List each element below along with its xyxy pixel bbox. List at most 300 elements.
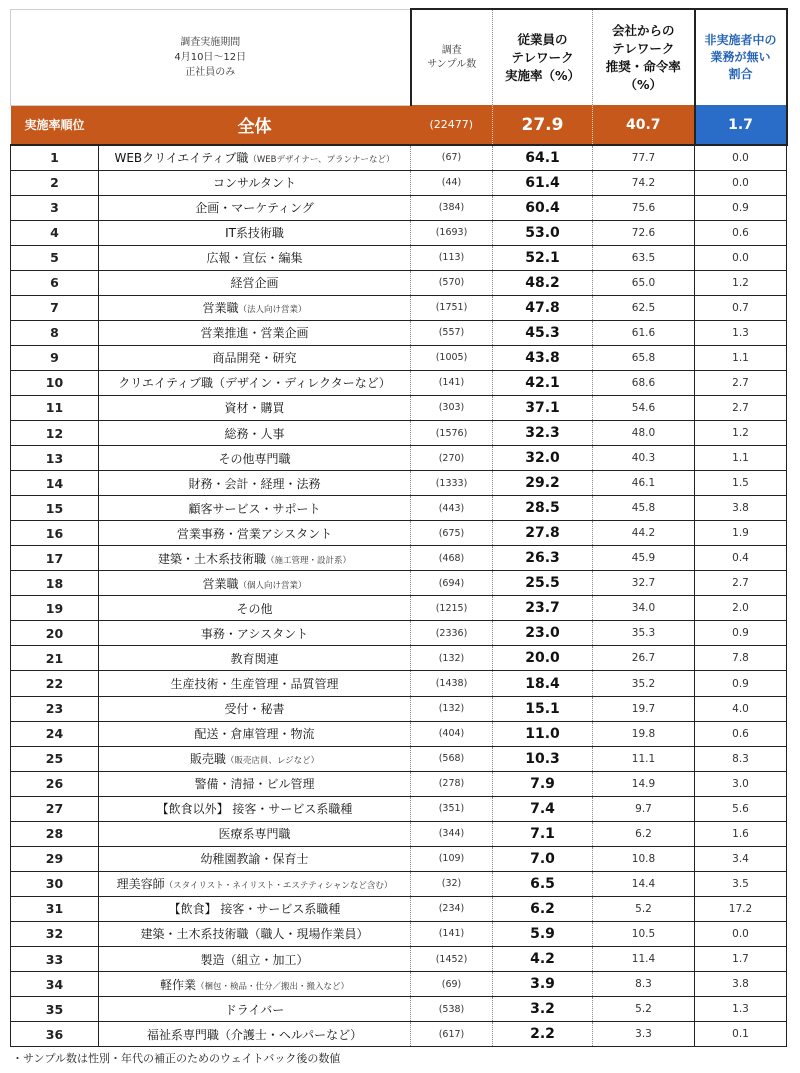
table-row	[11, 270, 787, 295]
rank-cell: 20	[11, 621, 99, 646]
company-recommend-cell: 5.2	[593, 896, 695, 921]
sample-cell: (568)	[411, 746, 493, 771]
sample-cell: (67)	[411, 145, 493, 170]
job-name: 営業事務・営業アシスタント	[176, 526, 333, 541]
rank-cell: 22	[11, 671, 99, 696]
sample-cell: (351)	[411, 796, 493, 821]
job-cell	[99, 621, 411, 646]
rank-cell: 32	[11, 921, 99, 946]
telework-rate-cell: 7.1	[493, 821, 593, 846]
no-work-ratio-header	[695, 9, 787, 105]
job-name: その他	[236, 601, 273, 616]
job-name: 【飲食以外】 接客・サービス系職種	[156, 802, 353, 817]
no-work-ratio-cell: 2.7	[695, 370, 787, 395]
telework-rate-cell: 23.0	[493, 621, 593, 646]
company-recommend-cell: 54.6	[593, 395, 695, 420]
table-row	[11, 295, 787, 320]
job-name: 営業推進・営業企画	[200, 326, 309, 341]
telework-rate-cell: 60.4	[493, 195, 593, 220]
company-recommend-cell: 14.9	[593, 771, 695, 796]
telework-rate-cell: 52.1	[493, 245, 593, 270]
table-row	[11, 546, 787, 571]
company-recommend-cell: 8.3	[593, 972, 695, 997]
table-row	[11, 245, 787, 270]
job-name: 建築・土木系技術職	[157, 551, 266, 566]
sample-cell: (694)	[411, 571, 493, 596]
job-name: クリエイティブ職（デザイン・ディレクターなど）	[118, 376, 391, 391]
job-cell	[99, 546, 411, 571]
telework-rate-cell: 6.2	[493, 896, 593, 921]
telework-rate-cell: 32.3	[493, 421, 593, 446]
sample-cell: (384)	[411, 195, 493, 220]
sample-cell: (270)	[411, 446, 493, 471]
job-cell	[99, 395, 411, 420]
company-recommend-cell: 44.2	[593, 521, 695, 546]
telework-rate-cell: 47.8	[493, 295, 593, 320]
rank-cell: 12	[11, 421, 99, 446]
table-row	[11, 446, 787, 471]
rank-cell: 23	[11, 696, 99, 721]
none-line-2: 業務が無い	[710, 50, 771, 64]
sample-cell: (109)	[411, 846, 493, 871]
job-cell	[99, 571, 411, 596]
table-row	[11, 571, 787, 596]
period-line-2: 4月10日～12日	[174, 51, 247, 63]
total-job-label: 全体	[99, 105, 411, 145]
rate-line-2: テレワーク	[511, 49, 574, 65]
sample-cell: (1751)	[411, 295, 493, 320]
rank-cell: 2	[11, 170, 99, 195]
table-row	[11, 721, 787, 746]
telework-rate-header	[493, 9, 593, 105]
none-line-3: 割合	[728, 67, 753, 81]
sample-cell: (538)	[411, 997, 493, 1022]
job-name: 福祉系専門職（介護士・ヘルパーなど）	[146, 1027, 363, 1042]
no-work-ratio-cell: 1.5	[695, 471, 787, 496]
job-name: 顧客サービス・サポート	[188, 501, 321, 516]
company-recommend-cell: 77.7	[593, 145, 695, 170]
telework-rate-cell: 64.1	[493, 145, 593, 170]
job-name: ドライバー	[224, 1002, 285, 1017]
sample-cell: (1576)	[411, 421, 493, 446]
total-corp: 40.7	[593, 105, 695, 145]
company-recommend-cell: 19.8	[593, 721, 695, 746]
sample-cell: (113)	[411, 245, 493, 270]
table-row	[11, 646, 787, 671]
company-recommend-cell: 3.3	[593, 1022, 695, 1047]
job-cell	[99, 972, 411, 997]
job-name: 商品開発・研究	[212, 351, 297, 366]
sample-cell: (443)	[411, 496, 493, 521]
rank-cell: 4	[11, 220, 99, 245]
job-cell	[99, 821, 411, 846]
rank-cell: 28	[11, 821, 99, 846]
telework-rate-cell: 7.0	[493, 846, 593, 871]
no-work-ratio-cell: 8.3	[695, 746, 787, 771]
company-recommend-cell: 35.3	[593, 621, 695, 646]
telework-rate-cell: 61.4	[493, 170, 593, 195]
table-row	[11, 195, 787, 220]
no-work-ratio-cell: 0.9	[695, 621, 787, 646]
survey-period-header	[11, 9, 411, 105]
total-rate: 27.9	[493, 105, 593, 145]
rank-cell: 11	[11, 395, 99, 420]
table-row	[11, 846, 787, 871]
sample-cell: (570)	[411, 270, 493, 295]
company-recommend-cell: 11.4	[593, 947, 695, 972]
telework-rate-cell: 10.3	[493, 746, 593, 771]
company-recommend-cell: 32.7	[593, 571, 695, 596]
table-row	[11, 370, 787, 395]
sample-cell: (303)	[411, 395, 493, 420]
no-work-ratio-cell: 0.6	[695, 721, 787, 746]
job-cell	[99, 145, 411, 170]
job-name: 軽作業	[159, 977, 196, 992]
table-body	[11, 145, 787, 1047]
telework-rate-cell: 6.5	[493, 871, 593, 896]
rank-cell: 10	[11, 370, 99, 395]
table-row	[11, 471, 787, 496]
telework-rate-cell: 26.3	[493, 546, 593, 571]
sample-cell: (557)	[411, 320, 493, 345]
no-work-ratio-cell: 3.8	[695, 496, 787, 521]
sample-count-header	[411, 9, 493, 105]
no-work-ratio-cell: 0.7	[695, 295, 787, 320]
sample-cell: (141)	[411, 370, 493, 395]
rank-cell: 26	[11, 771, 99, 796]
telework-rate-cell: 43.8	[493, 345, 593, 370]
table-row	[11, 345, 787, 370]
rank-cell: 33	[11, 947, 99, 972]
company-recommend-cell: 40.3	[593, 446, 695, 471]
company-recommend-cell: 14.4	[593, 871, 695, 896]
no-work-ratio-cell: 1.3	[695, 320, 787, 345]
job-cell	[99, 1022, 411, 1047]
rank-cell: 29	[11, 846, 99, 871]
company-recommend-cell: 75.6	[593, 195, 695, 220]
job-name: 幼稚園教諭・保育士	[200, 852, 309, 867]
job-cell	[99, 471, 411, 496]
corp-line-3: 推奨・命令率	[605, 58, 681, 74]
company-recommend-cell: 65.8	[593, 345, 695, 370]
company-recommend-cell: 72.6	[593, 220, 695, 245]
job-name: 資材・購買	[224, 401, 285, 416]
telework-rate-cell: 23.7	[493, 596, 593, 621]
rank-cell: 5	[11, 245, 99, 270]
sample-cell: (132)	[411, 646, 493, 671]
job-name: 経営企画	[230, 276, 279, 291]
total-row	[11, 105, 787, 145]
company-recommend-cell: 10.5	[593, 921, 695, 946]
job-name: 理美容師	[116, 877, 165, 892]
sample-cell: (2336)	[411, 621, 493, 646]
rank-cell: 27	[11, 796, 99, 821]
sample-cell: (1333)	[411, 471, 493, 496]
no-work-ratio-cell: 1.7	[695, 947, 787, 972]
company-recommend-cell: 45.8	[593, 496, 695, 521]
table-row	[11, 771, 787, 796]
table-row	[11, 871, 787, 896]
table-row	[11, 796, 787, 821]
telework-rate-cell: 3.2	[493, 997, 593, 1022]
job-cell	[99, 596, 411, 621]
job-name: 企画・マーケティング	[195, 201, 314, 216]
job-note: （販売店員、レジなど）	[225, 756, 320, 767]
job-cell	[99, 270, 411, 295]
job-cell	[99, 696, 411, 721]
telework-rate-cell: 45.3	[493, 320, 593, 345]
job-name: 医療系専門職	[218, 827, 291, 842]
rate-line-3: 実施率（%）	[504, 67, 581, 83]
period-line-1: 調査実施期間	[180, 36, 241, 48]
company-recommend-cell: 34.0	[593, 596, 695, 621]
table-row	[11, 746, 787, 771]
rank-cell: 21	[11, 646, 99, 671]
table-row	[11, 896, 787, 921]
no-work-ratio-cell: 3.4	[695, 846, 787, 871]
job-note: （梱包・検品・仕分／搬出・搬入など）	[196, 981, 350, 992]
job-name: コンサルタント	[213, 176, 296, 191]
rank-cell: 1	[11, 145, 99, 170]
company-recommend-cell: 74.2	[593, 170, 695, 195]
sample-cell: (1005)	[411, 345, 493, 370]
sample-cell: (1452)	[411, 947, 493, 972]
telework-rate-cell: 42.1	[493, 370, 593, 395]
job-cell	[99, 997, 411, 1022]
telework-rate-cell: 5.9	[493, 921, 593, 946]
no-work-ratio-cell: 3.5	[695, 871, 787, 896]
company-recommend-cell: 61.6	[593, 320, 695, 345]
no-work-ratio-cell: 0.0	[695, 245, 787, 270]
samp-line-2: サンプル数	[427, 58, 477, 70]
sample-cell: (44)	[411, 170, 493, 195]
job-cell	[99, 446, 411, 471]
sample-cell: (468)	[411, 546, 493, 571]
telework-rate-cell: 3.9	[493, 972, 593, 997]
rank-cell: 13	[11, 446, 99, 471]
sample-cell: (344)	[411, 821, 493, 846]
job-cell	[99, 370, 411, 395]
telework-rate-cell: 4.2	[493, 947, 593, 972]
rank-cell: 19	[11, 596, 99, 621]
table-row	[11, 145, 787, 170]
corp-line-2: テレワーク	[612, 40, 675, 56]
job-cell	[99, 896, 411, 921]
rank-cell: 30	[11, 871, 99, 896]
no-work-ratio-cell: 1.2	[695, 421, 787, 446]
rank-cell: 7	[11, 295, 99, 320]
no-work-ratio-cell: 1.6	[695, 821, 787, 846]
job-name: 広報・宣伝・編集	[206, 251, 303, 266]
job-name: その他専門職	[218, 451, 291, 466]
rank-cell: 31	[11, 896, 99, 921]
header-row	[11, 9, 787, 105]
job-name: 販売職	[189, 752, 226, 767]
telework-rate-cell: 25.5	[493, 571, 593, 596]
job-cell	[99, 721, 411, 746]
sample-cell: (617)	[411, 1022, 493, 1047]
table-row	[11, 696, 787, 721]
job-cell	[99, 771, 411, 796]
job-cell	[99, 671, 411, 696]
job-name: 建築・土木系技術職（職人・現場作業員）	[140, 927, 369, 942]
job-cell	[99, 947, 411, 972]
rank-cell: 17	[11, 546, 99, 571]
job-name: 財務・会計・経理・法務	[188, 476, 321, 491]
rank-cell: 14	[11, 471, 99, 496]
company-recommend-cell: 46.1	[593, 471, 695, 496]
footnote: ・サンプル数は性別・年代の補正のためのウェイトバック後の数値	[12, 1052, 341, 1065]
job-name: 総務・人事	[224, 426, 285, 441]
table-row	[11, 496, 787, 521]
company-recommend-header	[593, 9, 695, 105]
telework-rate-cell: 29.2	[493, 471, 593, 496]
job-name: 営業職	[202, 301, 239, 316]
job-name: 事務・アシスタント	[200, 626, 309, 641]
job-name: 配送・倉庫管理・物流	[194, 727, 315, 742]
rank-cell: 36	[11, 1022, 99, 1047]
job-cell	[99, 295, 411, 320]
corp-line-1: 会社からの	[611, 22, 675, 38]
sample-cell: (404)	[411, 721, 493, 746]
rank-cell: 8	[11, 320, 99, 345]
no-work-ratio-cell: 7.8	[695, 646, 787, 671]
job-cell	[99, 646, 411, 671]
company-recommend-cell: 9.7	[593, 796, 695, 821]
job-cell	[99, 521, 411, 546]
job-cell	[99, 921, 411, 946]
job-cell	[99, 245, 411, 270]
none-line-1: 非実施者中の	[704, 33, 777, 47]
no-work-ratio-cell: 4.0	[695, 696, 787, 721]
company-recommend-cell: 35.2	[593, 671, 695, 696]
table-row	[11, 320, 787, 345]
table-row	[11, 170, 787, 195]
company-recommend-cell: 45.9	[593, 546, 695, 571]
company-recommend-cell: 63.5	[593, 245, 695, 270]
no-work-ratio-cell: 2.7	[695, 571, 787, 596]
no-work-ratio-cell: 1.9	[695, 521, 787, 546]
no-work-ratio-cell: 0.0	[695, 170, 787, 195]
company-recommend-cell: 10.8	[593, 846, 695, 871]
company-recommend-cell: 5.2	[593, 997, 695, 1022]
job-note: （法人向け営業）	[238, 305, 307, 316]
no-work-ratio-cell: 0.0	[695, 921, 787, 946]
no-work-ratio-cell: 3.0	[695, 771, 787, 796]
job-cell	[99, 345, 411, 370]
no-work-ratio-cell: 0.6	[695, 220, 787, 245]
table-row	[11, 521, 787, 546]
job-name: 受付・秘書	[224, 702, 285, 717]
telework-rate-cell: 53.0	[493, 220, 593, 245]
telework-rate-cell: 15.1	[493, 696, 593, 721]
table-row	[11, 220, 787, 245]
no-work-ratio-cell: 0.9	[695, 671, 787, 696]
no-work-ratio-cell: 0.0	[695, 145, 787, 170]
job-name: 【飲食】 接客・サービス系職種	[168, 902, 341, 917]
no-work-ratio-cell: 17.2	[695, 896, 787, 921]
sample-cell: (1693)	[411, 220, 493, 245]
company-recommend-cell: 68.6	[593, 370, 695, 395]
rank-cell: 16	[11, 521, 99, 546]
no-work-ratio-cell: 1.1	[695, 446, 787, 471]
job-name: 教育関連	[230, 651, 279, 666]
telework-rate-cell: 2.2	[493, 1022, 593, 1047]
table-row	[11, 972, 787, 997]
job-cell	[99, 796, 411, 821]
rank-cell: 25	[11, 746, 99, 771]
total-none: 1.7	[695, 105, 787, 145]
job-cell	[99, 496, 411, 521]
job-name: 営業職	[202, 576, 239, 591]
company-recommend-cell: 19.7	[593, 696, 695, 721]
job-name: IT系技術職	[225, 226, 284, 241]
telework-table-container	[10, 8, 786, 1047]
rank-cell: 24	[11, 721, 99, 746]
telework-rate-cell: 20.0	[493, 646, 593, 671]
no-work-ratio-cell: 3.8	[695, 972, 787, 997]
job-name: WEBクリイエイティブ職	[114, 151, 249, 166]
job-name: 生産技術・生産管理・品質管理	[170, 677, 339, 691]
no-work-ratio-cell: 1.1	[695, 345, 787, 370]
telework-rate-cell: 7.9	[493, 771, 593, 796]
table-row	[11, 421, 787, 446]
company-recommend-cell: 26.7	[593, 646, 695, 671]
rank-cell: 35	[11, 997, 99, 1022]
telework-rate-cell: 7.4	[493, 796, 593, 821]
table-row	[11, 671, 787, 696]
sample-cell: (234)	[411, 896, 493, 921]
total-rank-label: 実施率順位	[11, 105, 99, 145]
table-row	[11, 1022, 787, 1047]
telework-rate-cell: 11.0	[493, 721, 593, 746]
job-name: 警備・清掃・ビル管理	[194, 777, 315, 792]
job-note: （WEBデザイナー、プランナーなど）	[248, 155, 395, 166]
job-cell	[99, 421, 411, 446]
sample-cell: (132)	[411, 696, 493, 721]
table-row	[11, 921, 787, 946]
job-cell	[99, 746, 411, 771]
sample-cell: (69)	[411, 972, 493, 997]
telework-rate-cell: 18.4	[493, 671, 593, 696]
corp-line-4: （%）	[624, 76, 663, 92]
telework-rate-cell: 32.0	[493, 446, 593, 471]
job-cell	[99, 846, 411, 871]
telework-rate-table	[10, 8, 788, 1047]
sample-cell: (1438)	[411, 671, 493, 696]
job-note: （個人向け営業）	[238, 580, 307, 591]
sample-cell: (32)	[411, 871, 493, 896]
job-name: 製造（組立・加工）	[200, 952, 309, 967]
no-work-ratio-cell: 2.7	[695, 395, 787, 420]
table-row	[11, 821, 787, 846]
job-cell	[99, 871, 411, 896]
sample-cell: (675)	[411, 521, 493, 546]
rank-cell: 6	[11, 270, 99, 295]
table-row	[11, 621, 787, 646]
job-note: （施工管理・設計系）	[266, 555, 352, 566]
rank-cell: 3	[11, 195, 99, 220]
total-sample: (22477)	[411, 105, 493, 145]
job-cell	[99, 320, 411, 345]
no-work-ratio-cell: 0.4	[695, 546, 787, 571]
job-cell	[99, 195, 411, 220]
rate-line-1: 従業員の	[517, 31, 568, 47]
sample-cell: (278)	[411, 771, 493, 796]
company-recommend-cell: 48.0	[593, 421, 695, 446]
job-cell	[99, 220, 411, 245]
rank-cell: 9	[11, 345, 99, 370]
